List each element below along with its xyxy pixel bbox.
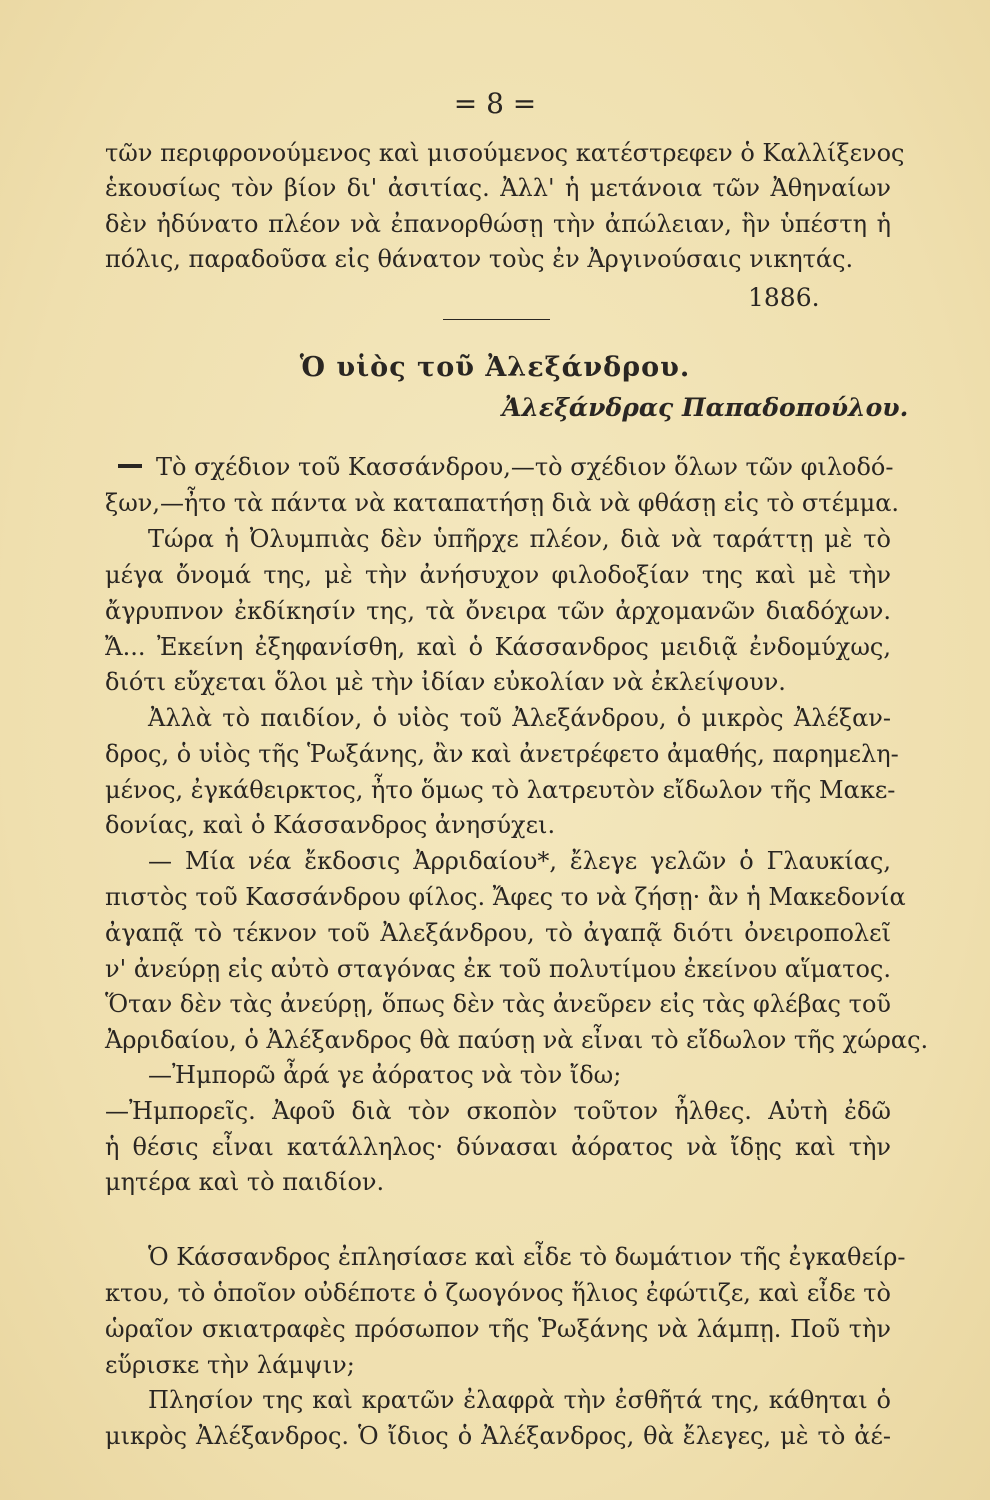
text-line: μέγα ὄνομά της, μὲ τὴν ἀνήσυχον φιλοδοξίαν της καὶ μὲ τὴν [105, 561, 891, 589]
text-line-content: Τὸ σχέδιον τοῦ Κασσάνδρου,—τὸ σχέδιον ὅλων τῶν φιλοδό- [156, 453, 894, 481]
date-line: 1886. [748, 283, 820, 312]
text-line: Πλησίον της καὶ κρατῶν ἐλαφρὰ τὴν ἐσθῆτά της, κάθηται ὁ [148, 1386, 891, 1414]
text-line: — Μία νέα ἔκδοσις Ἀρριδαίου*, ἔλεγε γελῶν ὁ Γλαυκίας, [148, 847, 891, 875]
text-line: μητέρα καὶ τὸ παιδίον. [105, 1168, 385, 1196]
text-line: δὲν ἠδύνατο πλέον νὰ ἐπανορθώσῃ τὴν ἀπώλειαν, ἣν ὑπέστη ἡ [105, 210, 891, 238]
text-line: μικρὸς Ἀλέξανδρος. Ὁ ἴδιος ὁ Ἀλέξανδρος, θὰ ἔλεγες, μὲ τὸ ἀέ- [105, 1422, 891, 1450]
text-line: Ὁ Κάσσανδρος ἐπλησίασε καὶ εἶδε τὸ δωμάτιον τῆς ἐγκαθείρ- [148, 1243, 906, 1271]
text-line: ξων,—ἦτο τὰ πάντα νὰ καταπατήσῃ διὰ νὰ φθάσῃ εἰς τὸ στέμμα. [105, 489, 900, 517]
text-line: κτου, τὸ ὁποῖον οὐδέποτε ὁ ζωογόνος ἥλιος ἐφώτιζε, καὶ εἶδε τὸ [105, 1279, 891, 1307]
text-line: ν' ἀνεύρῃ εἰς αὐτὸ σταγόνας ἐκ τοῦ πολυτίμου ἐκείνου αἵματος. [105, 955, 891, 983]
text-line: εὕρισκε τὴν λάμψιν; [105, 1351, 355, 1379]
text-line: δρος, ὁ υἱὸς τῆς Ῥωξάνης, ἂν καὶ ἀνετρέφετο ἀμαθής, παρημελη- [105, 740, 899, 768]
text-line: ἑκουσίως τὸν βίον δι' ἀσιτίας. Ἀλλ' ἡ μετάνοια τῶν Ἀθηναίων [105, 174, 891, 202]
text-line: Ἄ... Ἐκείνη ἐξηφανίσθη, καὶ ὁ Κάσσανδρος μειδιᾷ ἐνδομύχως, [105, 633, 891, 661]
text-line: Τώρα ἡ Ὀλυμπιὰς δὲν ὑπῆρχε πλέον, διὰ νὰ ταράττῃ μὲ τὸ [148, 525, 891, 553]
text-line: ἄγρυπνον ἐκδίκησίν της, τὰ ὄνειρα τῶν ἀρχομανῶν διαδόχων. [105, 597, 891, 625]
text-line: ἡ θέσις εἶναι κατάλληλος· δύνασαι ἀόρατος νὰ ἴδῃς καὶ τὴν [105, 1133, 891, 1161]
text-line: πόλις, παραδοῦσα εἰς θάνατον τοὺς ἐν Ἀργινούσαις νικητάς. [105, 245, 854, 273]
text-line: —Ἠμπορῶ ἆρά γε ἀόρατος νὰ τὸν ἴδω; [148, 1061, 622, 1089]
text-line: Ἀρριδαίου, ὁ Ἀλέξανδρος θὰ παύσῃ νὰ εἶναι τὸ εἴδωλον τῆς χώρας. [105, 1026, 929, 1054]
text-line: Ὅταν δὲν τὰς ἀνεύρῃ, ὅπως δὲν τὰς ἀνεῦρεν εἰς τὰς φλέβας τοῦ [105, 990, 891, 1018]
text-line: πιστὸς τοῦ Κασσάνδρου φίλος. Ἄφες το νὰ ζήσῃ· ἂν ἡ Μακεδονία [105, 883, 906, 911]
text-line: ἀγαπᾷ τὸ τέκνον τοῦ Ἀλεξάνδρου, τὸ ἀγαπᾷ διότι ὀνειροπολεῖ [105, 919, 891, 947]
author-byline: Ἀλεξάνδρας Παπαδοπούλου. [502, 393, 909, 422]
text-line: μένος, ἐγκάθειρκτος, ἦτο ὅμως τὸ λατρευτὸν εἴδωλον τῆς Μακε- [105, 776, 896, 804]
text-line: ὡραῖον σκιατραφὲς πρόσωπον τῆς Ῥωξάνης νὰ λάμπῃ. Ποῦ τὴν [105, 1315, 891, 1343]
text-line: δονίας, καὶ ὁ Κάσσανδρος ἀνησύχει. [105, 811, 556, 839]
text-line: τῶν περιφρονούμενος καὶ μισούμενος κατέστρεφεν ὁ Καλλίξενος [105, 139, 905, 167]
chapter-title: Ὁ υἱὸς τοῦ Ἀλεξάνδρου. [299, 352, 691, 383]
section-divider [443, 319, 550, 320]
dash-mark-icon [118, 464, 142, 468]
text-line: διότι εὔχεται ὅλοι μὲ τὴν ἰδίαν εὐκολίαν νὰ ἐκλείψουν. [105, 668, 786, 696]
text-line: —Ἠμπορεῖς. Ἀφοῦ διὰ τὸν σκοπὸν τοῦτον ἦλθες. Αὐτὴ ἐδῶ [105, 1097, 891, 1125]
text-line [118, 452, 894, 484]
text-line: Ἀλλὰ τὸ παιδίον, ὁ υἱὸς τοῦ Ἀλεξάνδρου, ὁ μικρὸς Ἀλέξαν- [148, 704, 891, 732]
page-number: = 8 = [453, 87, 537, 120]
